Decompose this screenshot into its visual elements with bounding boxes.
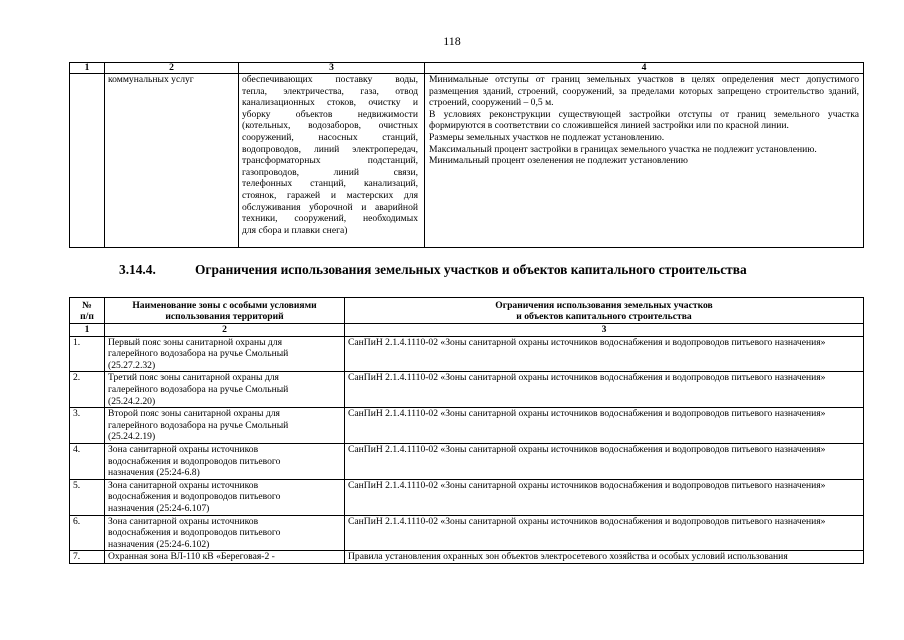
restriction-cell: Правила установления охранных зон объектов электросетевого хозяйства и особых условий использования xyxy=(345,551,864,564)
row-number-cell xyxy=(70,74,105,248)
parameters-cell xyxy=(425,74,864,248)
zone-name-line: галерейного водозабора на ручье Смольный xyxy=(108,419,289,431)
zone-name-line: назначения (25:24-6.102) xyxy=(108,538,210,550)
zone-name-line: Зона санитарной охраны источников xyxy=(108,443,259,455)
header-line: и объектов капитального строительства xyxy=(516,310,692,322)
section-heading xyxy=(119,262,747,278)
zone-name-cell xyxy=(105,551,345,564)
zone-name-line: назначения (25:24-6.107) xyxy=(108,502,210,514)
zone-name-line: (25.24.2.20) xyxy=(108,395,156,407)
zone-name-line: водоснабжения и водопроводов питьевого xyxy=(108,527,281,539)
description-line: трансформаторных подстанций, xyxy=(242,155,418,167)
header-line: Ограничения использования земельных участков xyxy=(495,299,713,311)
header-number xyxy=(70,298,105,324)
row-number: 3. xyxy=(70,408,105,444)
description-line: телефонных станций, канализаций, xyxy=(242,178,418,190)
description-line: тепла, электричества, газа, отвод xyxy=(242,85,418,97)
table-row xyxy=(70,479,864,515)
row-number: 5. xyxy=(70,479,105,515)
column-number: 3 xyxy=(345,324,864,337)
restriction-cell: СанПиН 2.1.4.1110-02 «Зоны санитарной охраны источников водоснабжения и водопроводов питьевого назначения» xyxy=(345,408,864,444)
table-row xyxy=(70,515,864,551)
table-row xyxy=(70,443,864,479)
restrictions-table xyxy=(69,297,864,564)
parameter-paragraph: Максимальный процент застройки в границах земельного участка не подлежит установлению. xyxy=(429,143,817,155)
zone-name-line: (25.24.2.19) xyxy=(108,431,156,443)
zone-name-line: галерейного водозабора на ручье Смольный xyxy=(108,383,289,395)
description-line: водопроводов, линий электропередач, xyxy=(242,143,418,155)
zone-regulations-table xyxy=(69,62,864,248)
row-number: 4. xyxy=(70,443,105,479)
description-line: газопроводов, линий связи, xyxy=(242,166,418,178)
restriction-cell: СанПиН 2.1.4.1110-02 «Зоны санитарной охраны источников водоснабжения и водопроводов питьевого назначения» xyxy=(345,479,864,515)
zone-name-line: водоснабжения и водопроводов питьевого xyxy=(108,455,281,467)
description-line: техники, сооружений, необходимых xyxy=(242,213,418,225)
header-number-label: № п/п xyxy=(80,299,94,322)
restriction-cell: СанПиН 2.1.4.1110-02 «Зоны санитарной охраны источников водоснабжения и водопроводов питьевого назначения» xyxy=(345,443,864,479)
zone-name-line: галерейного водозабора на ручье Смольный xyxy=(108,348,289,360)
zone-name-line: (25.27.2.32) xyxy=(108,359,156,371)
description-line: уборку объектов недвижимости xyxy=(242,108,418,120)
table-row xyxy=(70,408,864,444)
zone-name-line: Второй пояс зоны санитарной охраны для xyxy=(108,408,280,420)
parameter-paragraph: Минимальный процент озеленения не подлежит установлению xyxy=(429,155,688,167)
zone-name-line: Первый пояс зоны санитарной охраны для xyxy=(108,336,283,348)
column-number-row xyxy=(70,63,864,74)
zone-name-cell xyxy=(105,372,345,408)
zone-name-cell xyxy=(105,479,345,515)
zone-name-cell xyxy=(105,336,345,372)
header-line: Наименование зоны с особыми условиями xyxy=(132,299,317,311)
restriction-cell: СанПиН 2.1.4.1110-02 «Зоны санитарной охраны источников водоснабжения и водопроводов питьевого назначения» xyxy=(345,515,864,551)
table-row xyxy=(70,372,864,408)
parameter-paragraph: Минимальные отступы от границ земельных участков в целях определения мест допустимого размещения зданий, строений, сооружений, за пределами которых запрещено строительство зданий, строений, сооружений – 0,5 м. xyxy=(429,74,859,109)
section-number: 3.14.4. xyxy=(119,262,156,277)
header-line: использования территорий xyxy=(165,310,284,322)
zone-name-line: Третий пояс зоны санитарной охраны для xyxy=(108,372,279,384)
column-number: 3 xyxy=(239,63,425,74)
zone-name-line: Зона санитарной охраны источников xyxy=(108,515,259,527)
row-number: 7. xyxy=(70,551,105,564)
restrictions-table-body xyxy=(70,336,864,563)
zone-name-line: Охранная зона ВЛ-110 кВ «Береговая-2 - xyxy=(108,551,275,563)
description-line: канализационных стоков, очистку и xyxy=(242,97,418,109)
description-line: обслуживания уборочной и аварийной xyxy=(242,201,418,213)
parameter-paragraph: Размеры земельных участков не подлежат установлению. xyxy=(429,131,665,143)
row-number: 2. xyxy=(70,372,105,408)
column-number: 1 xyxy=(70,324,105,337)
column-number: 1 xyxy=(70,63,105,74)
section-title: Ограничения использования земельных участков и объектов капитального строительства xyxy=(195,262,747,277)
page-number: 118 xyxy=(443,34,461,48)
use-description-cell xyxy=(239,74,425,248)
restriction-cell: СанПиН 2.1.4.1110-02 «Зоны санитарной охраны источников водоснабжения и водопроводов питьевого назначения» xyxy=(345,336,864,372)
description-line: (котельных, водозаборов, очистных xyxy=(242,120,418,132)
row-number: 1. xyxy=(70,336,105,372)
zone-name-line: водоснабжения и водопроводов питьевого xyxy=(108,491,281,503)
column-number: 4 xyxy=(425,63,864,74)
restriction-cell: СанПиН 2.1.4.1110-02 «Зоны санитарной охраны источников водоснабжения и водопроводов питьевого назначения» xyxy=(345,372,864,408)
description-line: обеспечивающих поставку воды, xyxy=(242,74,418,85)
zone-name-cell xyxy=(105,515,345,551)
parameter-paragraph: В условиях реконструкции существующей застройки отступы от границ земельного участка формируются в соответствии со сложившейся линией застройки или по красной линии. xyxy=(429,108,859,132)
table-row xyxy=(70,336,864,372)
table-row xyxy=(70,551,864,564)
zone-name-cell xyxy=(105,443,345,479)
column-number: 2 xyxy=(105,324,345,337)
row-number: 6. xyxy=(70,515,105,551)
description-line: для сбора и плавки снега) xyxy=(242,224,348,236)
description-line: сооружений, насосных станций, xyxy=(242,131,418,143)
column-number: 2 xyxy=(105,63,239,74)
zone-name-line: Зона санитарной охраны источников xyxy=(108,479,259,491)
table-row xyxy=(70,74,864,248)
use-type-cell: коммунальных услуг xyxy=(105,74,239,248)
header-restrictions xyxy=(345,298,864,324)
header-zone-name xyxy=(105,298,345,324)
zone-name-line: назначения (25:24-6.8) xyxy=(108,467,200,479)
column-number-row xyxy=(70,324,864,337)
description-line: стоянок, гаражей и мастерских для xyxy=(242,189,418,201)
header-row xyxy=(70,298,864,324)
zone-name-cell xyxy=(105,408,345,444)
